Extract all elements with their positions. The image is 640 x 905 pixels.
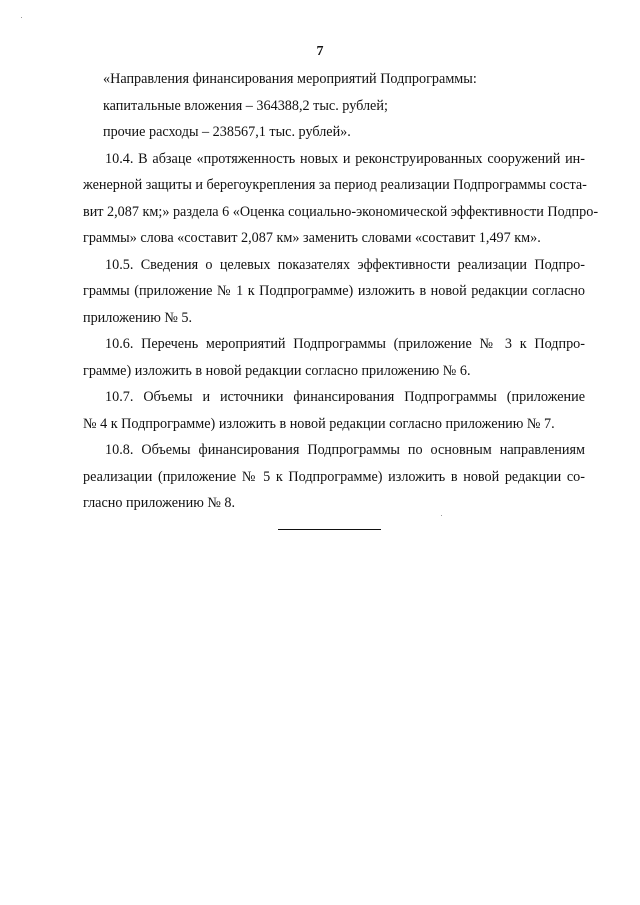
paragraph-line: граммы (приложение № 1 к Подпрограмме) изложить в новой редакции согласно	[83, 283, 585, 299]
paragraph-line: вит 2,087 км;» раздела 6 «Оценка социально-экономической эффективности Подпро-	[83, 203, 599, 220]
scan-speck	[21, 17, 22, 18]
paragraph-line: 10.4. В абзаце «протяженность новых и реконструированных сооружений ин-	[105, 150, 585, 167]
paragraph-line: реализации (приложение № 5 к Подпрограмме) изложить в новой редакции со-	[83, 468, 585, 485]
end-divider-line	[278, 529, 381, 530]
paragraph-line: 10.7. Объемы и источники финансирования Подпрограммы (приложение	[105, 389, 585, 405]
paragraph-line: 10.5. Сведения о целевых показателях эффективности реализации Подпро-	[105, 256, 585, 273]
paragraph-line: грамме) изложить в новой редакции согласно приложению № 6.	[83, 362, 471, 379]
paragraph-10-5	[83, 252, 585, 332]
paragraph-10-6	[83, 331, 585, 384]
page-number: 7	[316, 44, 324, 59]
quote-line-3: прочие расходы – 238567,1 тыс. рублей».	[103, 124, 351, 140]
paragraph-line: приложению № 5.	[83, 309, 193, 326]
paragraph-line: 10.8. Объемы финансирования Подпрограммы по основным направлениям	[105, 442, 585, 458]
quote-line-2: капитальные вложения – 364388,2 тыс. рублей;	[103, 97, 388, 114]
paragraph-line: женерной защиты и берегоукрепления за период реализации Подпрограммы соста-	[83, 177, 587, 193]
scan-speck	[441, 515, 442, 516]
paragraph-10-8	[83, 437, 585, 517]
paragraph-line: граммы» слова «составит 2,087 км» заменить словами «составит 1,497 км».	[83, 230, 541, 246]
paragraph-line: гласно приложению № 8.	[83, 495, 236, 511]
quote-line-1: «Направления финансирования мероприятий Подпрограммы:	[103, 71, 477, 87]
paragraph-10-7	[83, 384, 585, 437]
paragraph-line: 10.6. Перечень мероприятий Подпрограммы (приложение № 3 к Подпро-	[105, 336, 585, 352]
document-body	[83, 66, 599, 517]
paragraph-10-4	[83, 146, 599, 252]
paragraph-line: № 4 к Подпрограмме) изложить в новой редакции согласно приложению № 7.	[83, 415, 555, 432]
